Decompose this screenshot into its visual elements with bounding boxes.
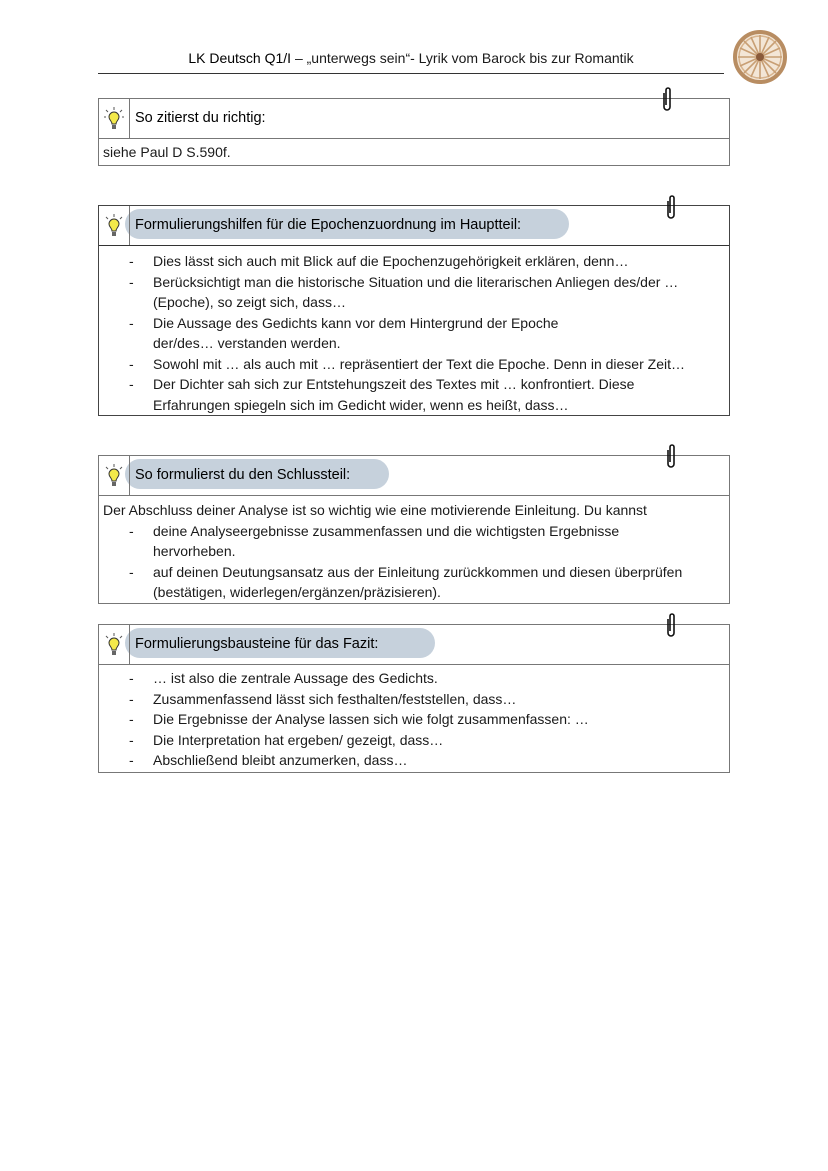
paperclip-icon (660, 85, 674, 115)
lightbulb-icon (99, 99, 130, 138)
list-item: - Sowohl mit … als auch mit … repräsentiert der Text die Epoche. Denn in dieser Zeit… (103, 354, 725, 375)
section-title: So formulierst du den Schlussteil: (135, 467, 351, 483)
list-item: - Berücksichtigt man die historische Situation und die literarischen Anliegen des/der … (Epoche), so zeigt sich, dass… (103, 272, 725, 313)
section-text: Der Abschluss deiner Analyse ist so wichtig wie eine motivierende Einleitung. Du kannst (103, 502, 647, 518)
course-title: LK Deutsch Q1/I (188, 50, 292, 66)
paperclip-icon (664, 442, 678, 472)
list-item: - Dies lässt sich auch mit Blick auf die Epochenzugehörigkeit erklären, denn… (103, 251, 725, 272)
lightbulb-icon (99, 625, 130, 664)
list-item: - deine Analyseergebnisse zusammenfassen und die wichtigsten Ergebnisse hervorheben. (103, 521, 725, 562)
page-header (98, 50, 724, 66)
section-epoch-phrases (98, 205, 730, 416)
lightbulb-icon (99, 206, 130, 245)
list-item: - Die Ergebnisse der Analyse lassen sich wie folgt zusammenfassen: … (103, 709, 725, 730)
section-conclusion (98, 455, 730, 604)
list-item: - … ist also die zentrale Aussage des Gedichts. (103, 668, 725, 689)
list-item: - Die Aussage des Gedichts kann vor dem Hintergrund der Epoche der/des… verstanden werden. (103, 313, 725, 354)
section-title: So zitierst du richtig: (135, 110, 266, 126)
list-item: - Die Interpretation hat ergeben/ gezeigt, dass… (103, 730, 725, 751)
paperclip-icon (664, 193, 678, 223)
lightbulb-icon (99, 456, 130, 495)
list-item: - Abschließend bleibt anzumerken, dass… (103, 750, 725, 771)
section-text: siehe Paul D S.590f. (103, 144, 231, 160)
wagon-wheel-icon (733, 30, 787, 84)
header-divider (98, 73, 724, 74)
section-title: Formulierungsbausteine für das Fazit: (135, 636, 379, 652)
section-summary-phrases (98, 624, 730, 773)
list-item: - auf deinen Deutungsansatz aus der Einleitung zurückkommen und diesen überprüfen (bestätigen, widerlegen/ergänzen/präzisieren). (103, 562, 725, 603)
section-quoting (98, 98, 730, 166)
unit-title: – „unterwegs sein“- Lyrik vom Barock bis zur Romantik (291, 50, 634, 66)
section-title: Formulierungshilfen für die Epochenzuordnung im Hauptteil: (135, 217, 522, 233)
list-item: - Zusammenfassend lässt sich festhalten/feststellen, dass… (103, 689, 725, 710)
paperclip-icon (664, 611, 678, 641)
list-item: - Der Dichter sah sich zur Entstehungszeit des Textes mit … konfrontiert. Diese Erfahrungen spiegeln sich im Gedicht wider, wenn es heißt, dass… (103, 374, 725, 415)
